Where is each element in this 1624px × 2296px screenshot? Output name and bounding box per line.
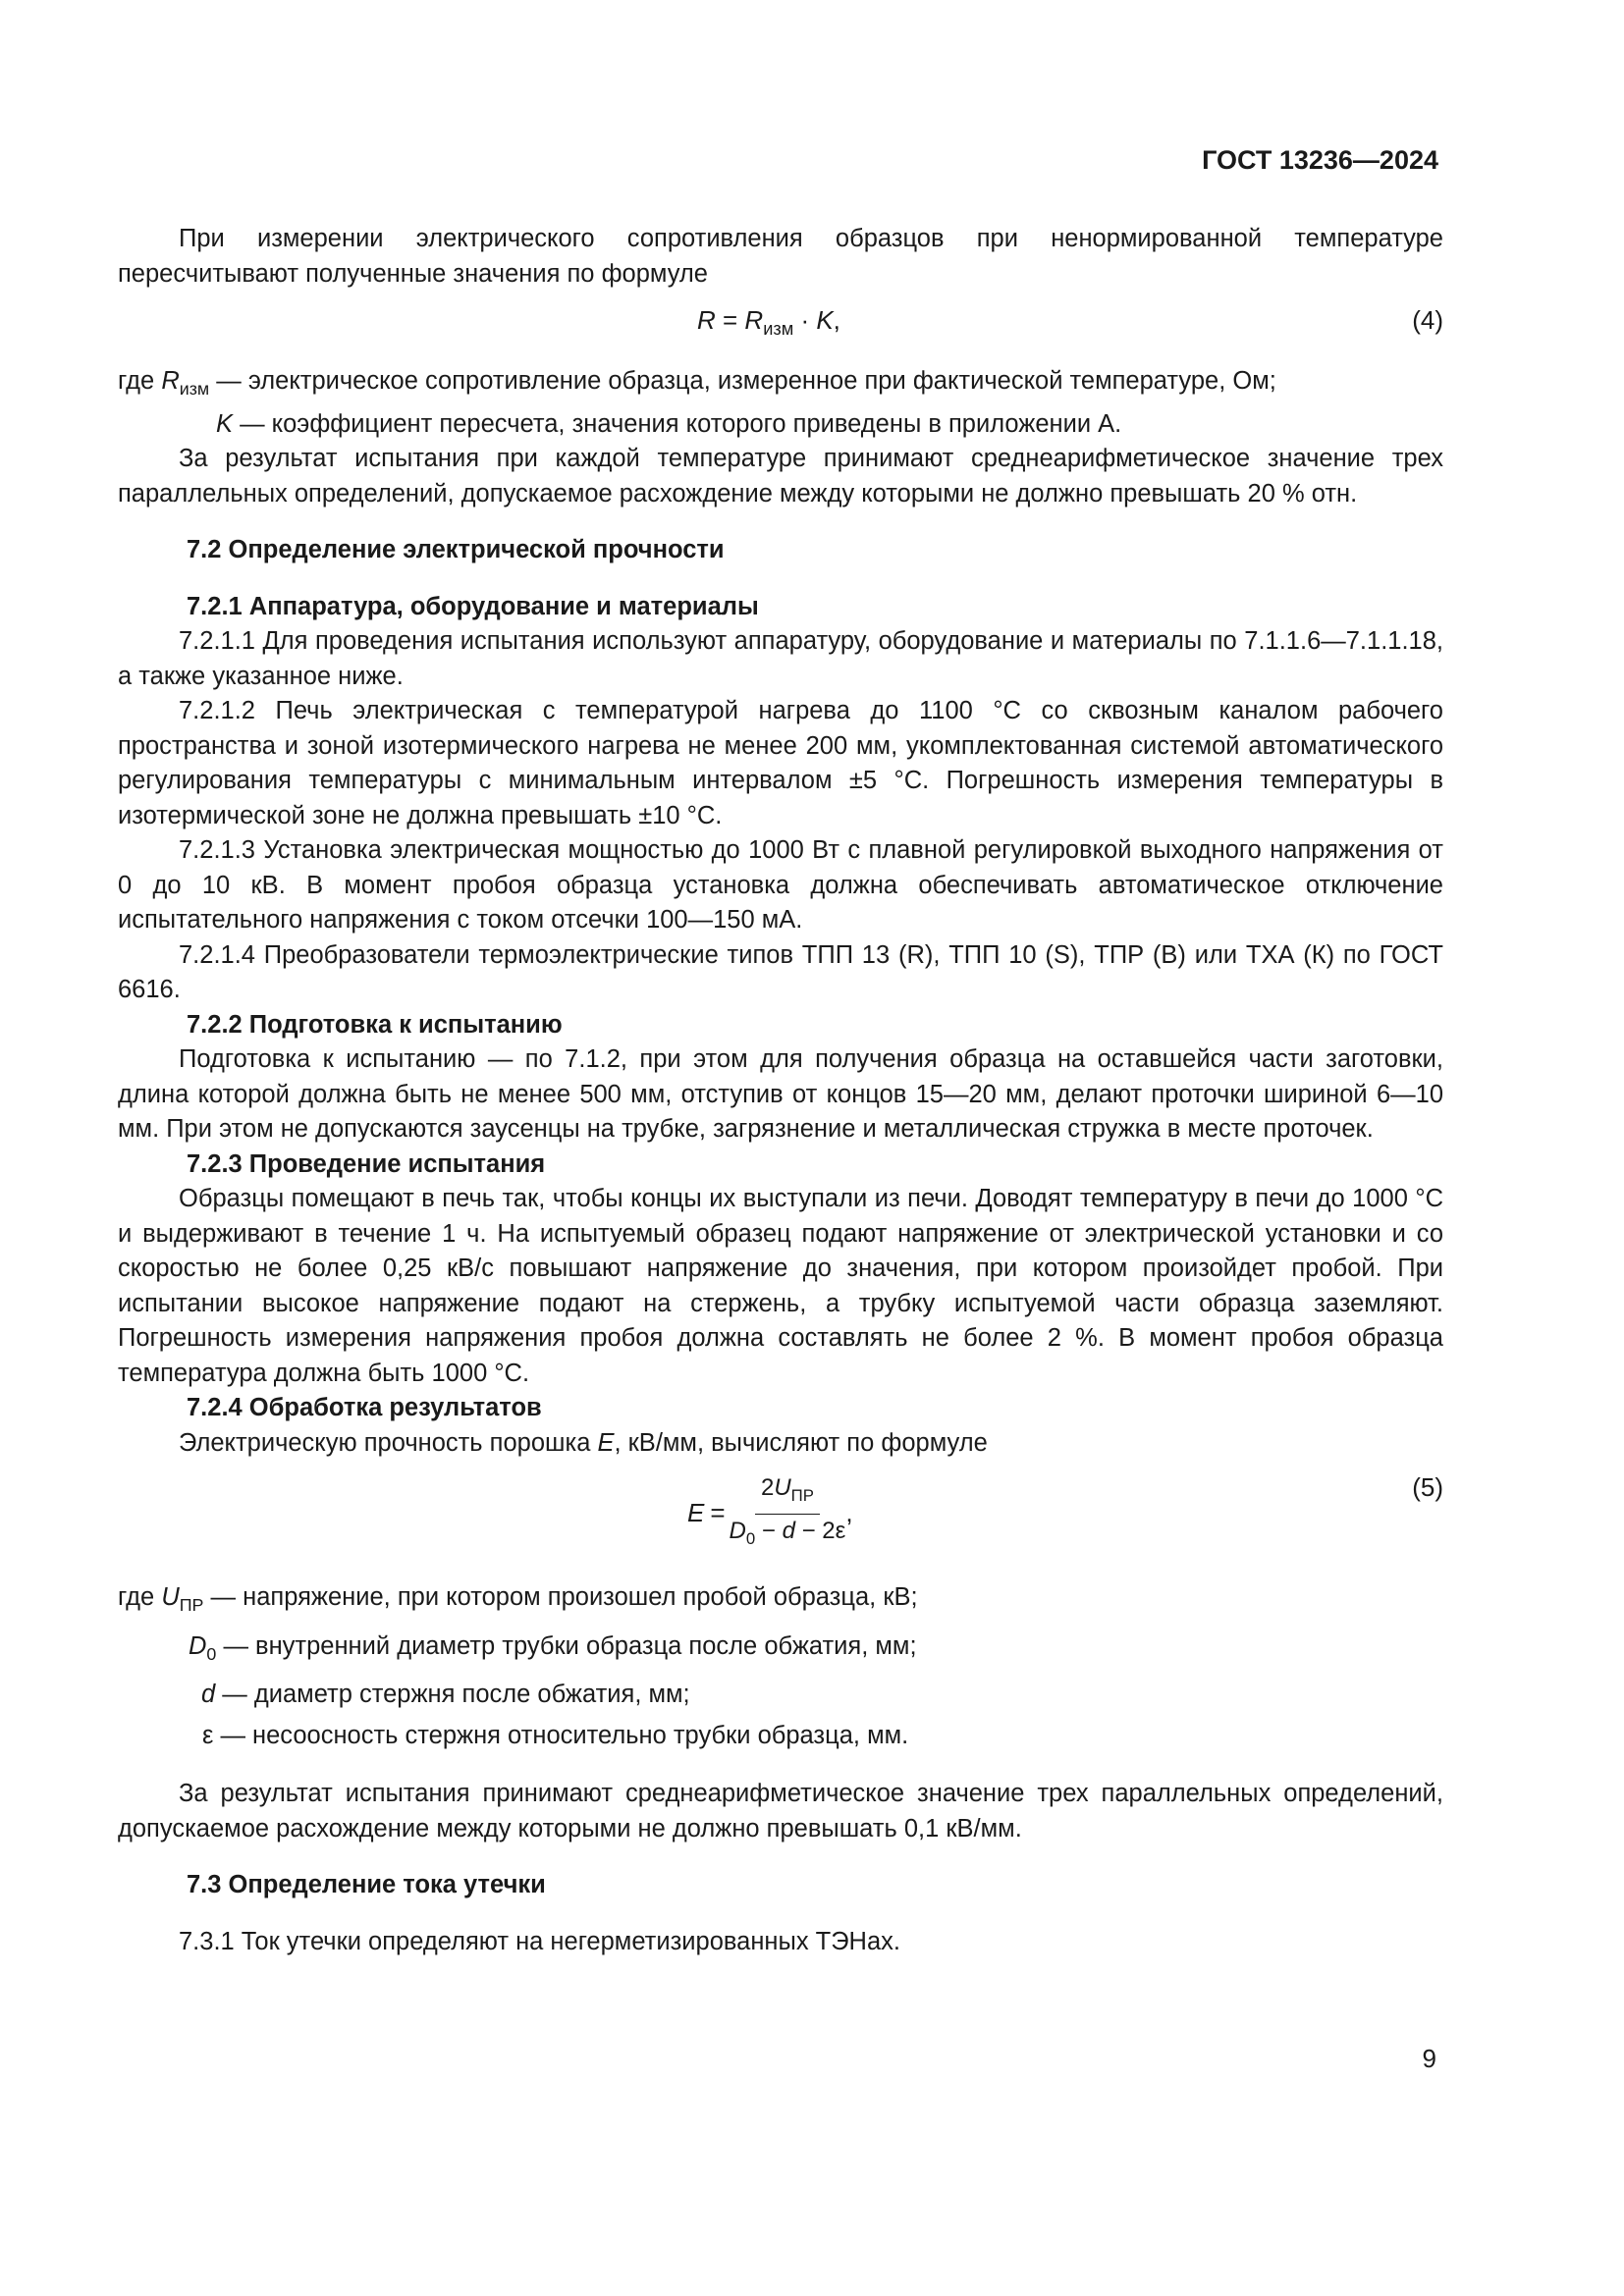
formula-5-numerator: $2U_{ПР}$ <box>755 1474 820 1515</box>
section-7-2-4-title: 7.2.4 Обработка результатов <box>187 1394 542 1422</box>
formula-4-number: (4) <box>1412 305 1443 335</box>
definition-k: K — коэффициент пересчета, значения которого приведены в приложении А. <box>216 409 1122 438</box>
formula-5 <box>118 1470 1443 1553</box>
paragraph-result-1: За результат испытания при каждой температуре принимают среднеарифметическое значение трех параллельных определений, допускаемое расхождение между которыми не должно превышать 20 % отн. <box>118 445 1443 507</box>
definition-r-meas: где $R_{изм}$ — электрическое сопротивление образца, измеренное при фактической температуре, Ом; <box>118 367 1276 400</box>
formula-4 <box>118 303 1443 339</box>
section-7-2-3-title: 7.2.3 Проведение испытания <box>187 1149 546 1178</box>
definition-u-pr: где $U_{ПР}$ — напряжение, при котором произошел пробой образца, кВ; <box>118 1583 918 1616</box>
formula-5-fraction <box>730 1474 846 1553</box>
paragraph-7-2-2: Подготовка к испытанию — по 7.1.2, при этом для получения образца на оставшейся части заготовки, длина которой должна быть не менее 500 мм, отступив от концов 15—20 мм, делают проточки шириной 6—10 мм. При этом не допускаются заусенцы на трубке, загрязнение и металлическая стружка в месте проточек. <box>118 1045 1443 1144</box>
paragraph-7-3-1: 7.3.1 Ток утечки определяют на негерметизированных ТЭНах. <box>179 1927 900 1955</box>
paragraph-intro: При измерении электрического сопротивления образцов при ненормированной температуре пересчитывают полученные значения по формуле <box>118 225 1443 288</box>
section-7-2-title: 7.2 Определение электрической прочности <box>187 536 725 564</box>
paragraph-7-2-1-4: 7.2.1.4 Преобразователи термоэлектрические типов ТПП 13 (R), ТПП 10 (S), ТПР (В) или ТХА (К) по ГОСТ 6616. <box>118 940 1443 1004</box>
section-7-2-2-title: 7.2.2 Подготовка к испытанию <box>187 1010 563 1039</box>
page-number: 9 <box>1422 2044 1436 2073</box>
formula-4-expression: $R = R_{изм} \cdot K$, <box>697 305 840 340</box>
document-code: ГОСТ 13236—2024 <box>1202 145 1438 175</box>
paragraph-7-2-3: Образцы помещают в печь так, чтобы концы их выступали из печи. Доводят температуру в печи до 1000 °С и выдерживают в течение 1 ч. На испытуемый образец подают напряжение от электрической установки и со скоростью не более 0,25 кВ/с повышают напряжение до значения, при котором произойдет пробой. При испытании высокое напряжение подают на стержень, а трубку испытуемой части образца заземляют. Погрешность измерения напряжения пробоя должна составлять не более 2 %. В момент пробоя образца температура должна быть 1000 °С. <box>118 1185 1443 1387</box>
definition-epsilon: ε — несоосность стержня относительно трубки образца, мм. <box>202 1721 909 1749</box>
paragraph-result-2: За результат испытания принимают среднеарифметическое значение трех параллельных определений, допускаемое расхождение между которыми не должно превышать 0,1 кВ/мм. <box>118 1780 1443 1842</box>
formula-5-denominator: $D_0 - d - 2\varepsilon$ <box>729 1517 846 1548</box>
paragraph-7-2-1-3: 7.2.1.3 Установка электрическая мощностью до 1000 Вт с плавной регулировкой выходного напряжения от 0 до 10 кВ. В момент пробоя образца установка должна обеспечивать автоматическое отключение испытательного напряжения с током отсечки 100—150 мА. <box>118 836 1443 934</box>
section-7-3-title: 7.3 Определение тока утечки <box>187 1871 546 1899</box>
formula-5-expression: E = $\frac{2U_{ПР}}{D_0 - d - 2\varepsilon}$ , <box>687 1474 853 1553</box>
formula-5-definitions <box>118 1580 1443 1753</box>
paragraph-7-2-4: Электрическую прочность порошка E, кВ/мм, вычисляют по формуле <box>179 1428 988 1457</box>
paragraph-7-2-1-2: 7.2.1.2 Печь электрическая с температурой нагрева до 1100 °С со сквозным каналом рабочего пространства и зоной изотермического нагрева не менее 200 мм, укомплектованная системой автоматического регулирования температуры с минимальным интервалом ±5 °С. Погрешность измерения температуры в изотермической зоне не должна превышать ±10 °С. <box>118 697 1443 829</box>
formula-5-number: (5) <box>1412 1472 1443 1503</box>
section-7-2-1-title: 7.2.1 Аппаратура, оборудование и материалы <box>187 592 759 620</box>
definition-d: d — диаметр стержня после обжатия, мм; <box>201 1681 690 1709</box>
definition-d0: $D_0$ — внутренний диаметр трубки образца после обжатия, мм; <box>189 1631 917 1664</box>
paragraph-7-2-1-1: 7.2.1.1 Для проведения испытания используют аппаратуру, оборудование и материалы по 7.1.1.6—7.1.1.18, а также указанное ниже. <box>118 627 1443 690</box>
page-content <box>118 222 1443 1959</box>
